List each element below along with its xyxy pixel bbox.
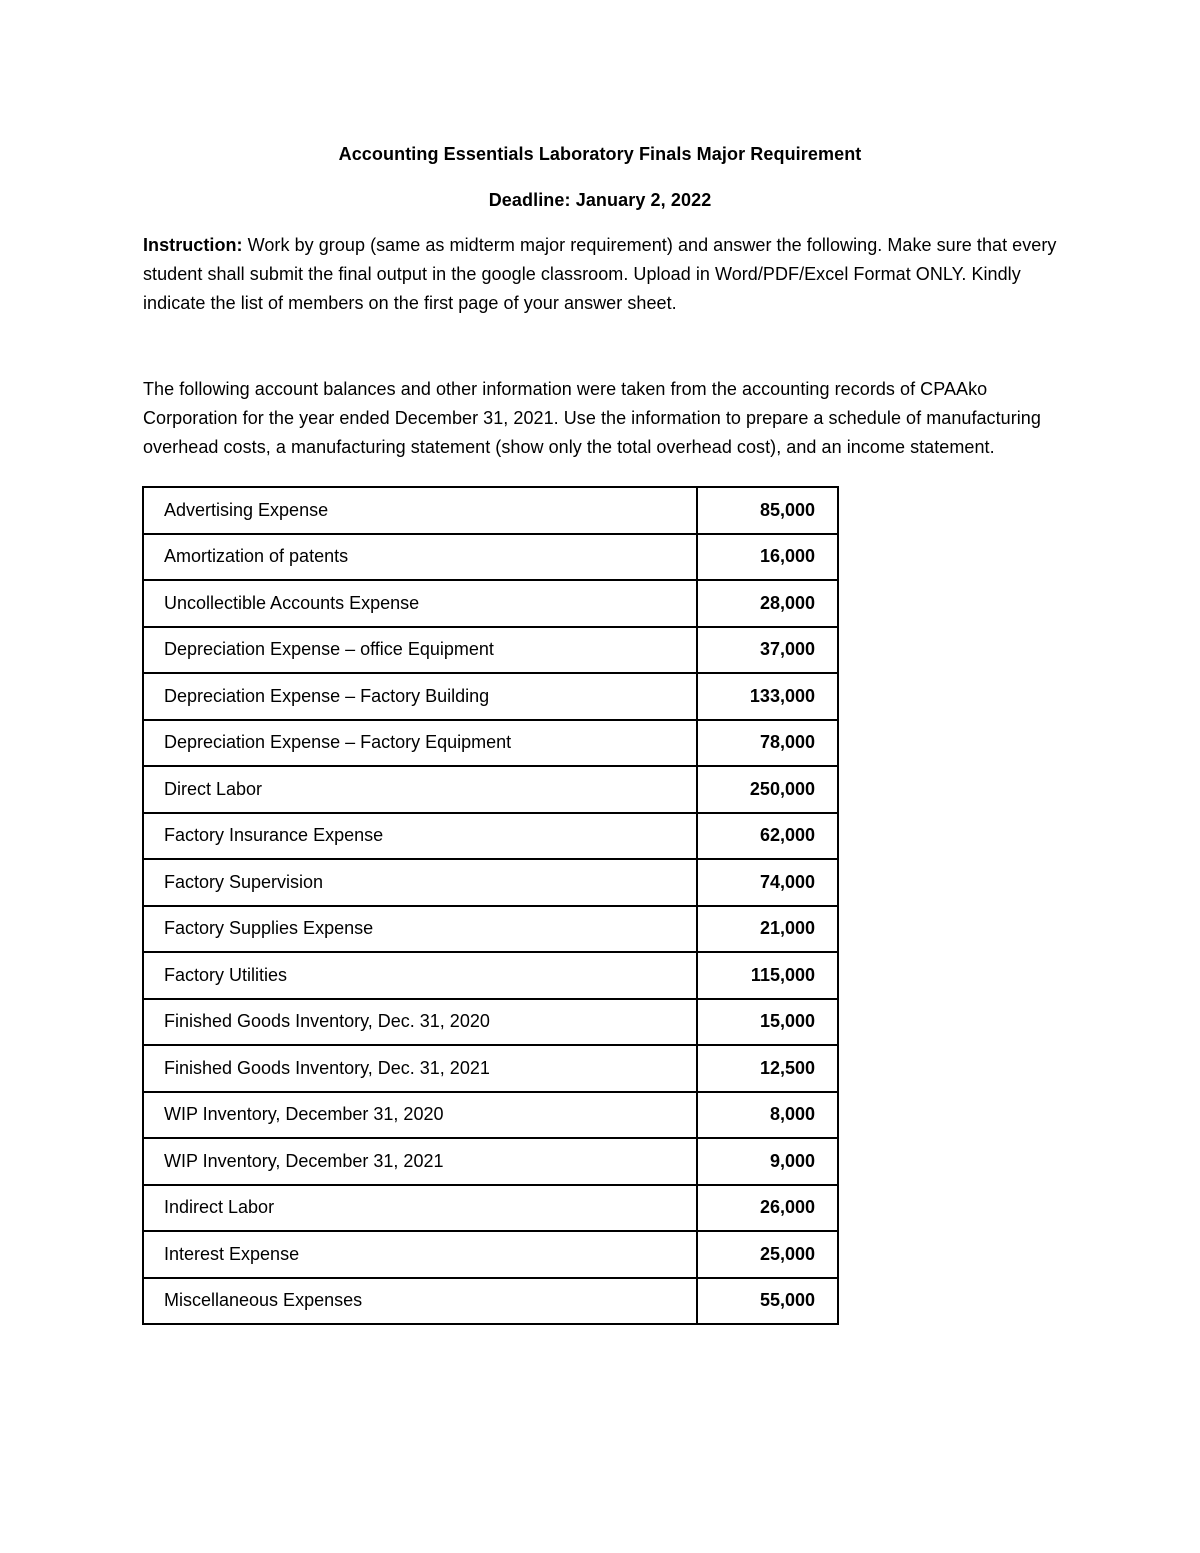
account-value: 55,000: [697, 1278, 838, 1325]
account-label: Factory Supplies Expense: [143, 906, 697, 953]
deadline-heading: Deadline: January 2, 2022: [488, 190, 712, 210]
account-value: 16,000: [697, 534, 838, 581]
account-label: Direct Labor: [143, 766, 697, 813]
account-label: Factory Insurance Expense: [143, 813, 697, 860]
table-row: [143, 952, 838, 999]
account-balances-table: [142, 486, 839, 1325]
account-value: 133,000: [697, 673, 838, 720]
table-row: [143, 720, 838, 767]
account-label: Depreciation Expense – office Equipment: [143, 627, 697, 674]
account-value: 85,000: [697, 487, 838, 534]
instruction-paragraph: [143, 231, 1063, 318]
account-value: 250,000: [697, 766, 838, 813]
table-row: [143, 673, 838, 720]
account-label: Interest Expense: [143, 1231, 697, 1278]
table-row: [143, 766, 838, 813]
table-row: [143, 1045, 838, 1092]
account-label: Finished Goods Inventory, Dec. 31, 2021: [143, 1045, 697, 1092]
account-label: Finished Goods Inventory, Dec. 31, 2020: [143, 999, 697, 1046]
table-row: [143, 1231, 838, 1278]
account-label: Miscellaneous Expenses: [143, 1278, 697, 1325]
account-label: Factory Utilities: [143, 952, 697, 999]
account-value: 9,000: [697, 1138, 838, 1185]
account-value: 74,000: [697, 859, 838, 906]
account-balances-body: [143, 487, 838, 1324]
table-row: [143, 1092, 838, 1139]
table-row: [143, 859, 838, 906]
account-value: 28,000: [697, 580, 838, 627]
table-row: [143, 487, 838, 534]
account-label: WIP Inventory, December 31, 2020: [143, 1092, 697, 1139]
intro-paragraph: The following account balances and other information were taken from the accounting records of CPAAko Corporation for the year ended December 31, 2021. Use the information to prepare a schedule of manufacturing overhead costs, a manufacturing statement (show only the total overhead cost), and an income statement.: [143, 379, 1041, 457]
account-value: 12,500: [697, 1045, 838, 1092]
account-label: Advertising Expense: [143, 487, 697, 534]
table-row: [143, 580, 838, 627]
instruction-text: Work by group (same as midterm major requirement) and answer the following. Make sure that every student shall submit the final output in the google classroom. Upload in Word/PDF/Excel Format ONLY. Kindly indicate the list of members on the first page of your answer sheet.: [143, 235, 1057, 313]
account-value: 25,000: [697, 1231, 838, 1278]
account-value: 62,000: [697, 813, 838, 860]
table-row: [143, 627, 838, 674]
account-label: WIP Inventory, December 31, 2021: [143, 1138, 697, 1185]
table-row: [143, 906, 838, 953]
table-row: [143, 1185, 838, 1232]
account-label: Depreciation Expense – Factory Equipment: [143, 720, 697, 767]
account-label: Factory Supervision: [143, 859, 697, 906]
instruction-label: Instruction:: [143, 235, 243, 255]
table-row: [143, 1138, 838, 1185]
table-row: [143, 1278, 838, 1325]
account-label: Uncollectible Accounts Expense: [143, 580, 697, 627]
account-value: 15,000: [697, 999, 838, 1046]
account-label: Depreciation Expense – Factory Building: [143, 673, 697, 720]
account-label: Indirect Labor: [143, 1185, 697, 1232]
account-value: 78,000: [697, 720, 838, 767]
table-row: [143, 813, 838, 860]
document-title: Accounting Essentials Laboratory Finals Major Requirement: [338, 144, 862, 164]
account-value: 115,000: [697, 952, 838, 999]
table-row: [143, 534, 838, 581]
table-row: [143, 999, 838, 1046]
account-value: 37,000: [697, 627, 838, 674]
account-value: 26,000: [697, 1185, 838, 1232]
account-value: 8,000: [697, 1092, 838, 1139]
account-value: 21,000: [697, 906, 838, 953]
account-label: Amortization of patents: [143, 534, 697, 581]
